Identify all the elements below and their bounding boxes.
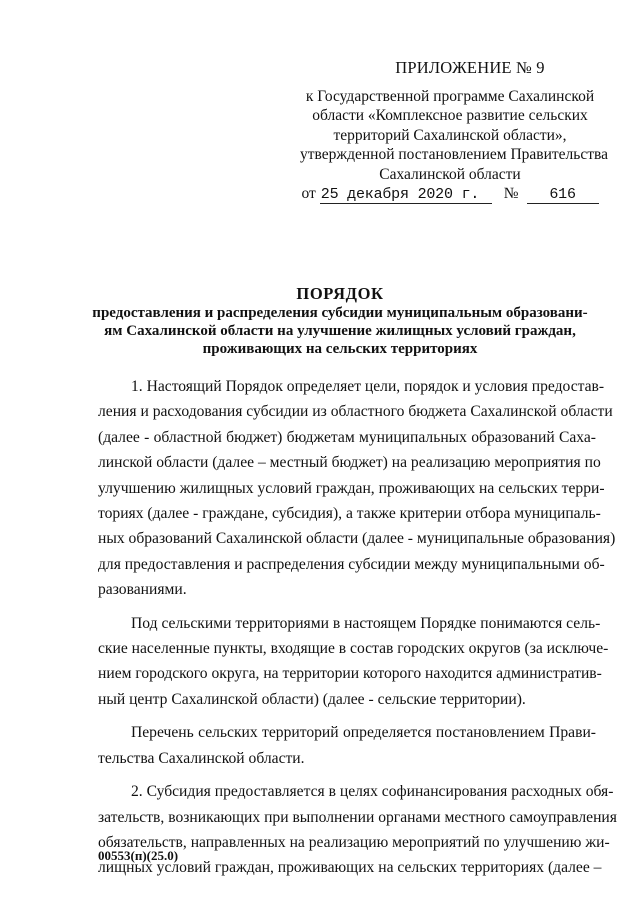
resolution-date-number [300, 184, 600, 204]
document-subtitle-line: ям Сахалинской области на улучшение жилищных условий граждан, [104, 323, 576, 339]
document-heading [70, 284, 610, 358]
paragraph-line: тельства Сахалинской области. [98, 749, 305, 767]
appendix-line: к Государственной программе Сахалинской [305, 87, 595, 105]
number-sign-label: № [503, 185, 519, 202]
document-body [98, 374, 617, 889]
paragraph-line: ных образований Сахалинской области (далее - муниципальные образования) [98, 530, 616, 548]
paragraph-line: ториях (далее - граждане, субсидия), а также критерии отбора муниципаль- [98, 505, 601, 523]
paragraph-line: Под сельскими территориями в настоящем Порядке понимаются сель- [131, 614, 601, 632]
appendix-line: области «Комплексное развитие сельских [312, 107, 588, 124]
resolution-date: 25 декабря 2020 г. [320, 187, 492, 204]
paragraph-line: разованиями. [98, 581, 187, 599]
appendix-block [300, 58, 608, 204]
document-code: 00553(п)(25.0) [98, 848, 179, 863]
paragraph-line: нием городского округа, на территории которого находится административ- [98, 665, 602, 683]
paragraph-line: ления и расходования субсидии из областного бюджета Сахалинской области [98, 403, 613, 421]
document-subtitle-line: предоставления и распределения субсидии муниципальным образовани- [92, 305, 588, 321]
paragraph-line: ный центр Сахалинской области) (далее - сельские территории). [98, 690, 526, 708]
appendix-title: ПРИЛОЖЕНИЕ № 9 [395, 58, 545, 77]
document-title: ПОРЯДОК [296, 284, 384, 303]
paragraph-line: 2. Субсидия предоставляется в целях софинансирования расходных обя- [131, 783, 614, 801]
resolution-number: 616 [527, 187, 599, 204]
paragraph [98, 611, 609, 713]
paragraph-line: линской области (далее – местный бюджет) на реализацию мероприятия по [98, 454, 601, 472]
paragraph-line: Перечень сельских территорий определяется постановлением Прави- [131, 724, 596, 742]
paragraph [98, 720, 596, 771]
paragraph-line: (далее - областной бюджет) бюджетам муниципальных образований Саха- [98, 428, 596, 446]
paragraph-line: обязательств, направленных на реализацию мероприятий по улучшению жи- [98, 833, 610, 851]
paragraph [98, 374, 616, 603]
appendix-line: Сахалинской области [379, 165, 521, 183]
paragraph-line: для предоставления и распределения субсидии между муниципальными об- [98, 555, 605, 573]
appendix-line: утвержденной постановлением Правительства [300, 146, 608, 163]
paragraph-line: лищных условий граждан, проживающих на сельских территориях (далее – [98, 859, 602, 877]
date-prefix-label: от [301, 185, 316, 202]
paragraph [98, 779, 617, 881]
paragraph-line: улучшению жилищных условий граждан, проживающих на сельских терри- [98, 479, 605, 497]
paragraph-line: зательств, возникающих при выполнении органами местного самоуправления [98, 808, 617, 826]
document-subtitle-line: проживающих на сельских территориях [202, 341, 478, 357]
appendix-line: территорий Сахалинской области», [333, 126, 567, 144]
paragraph-line: 1. Настоящий Порядок определяет цели, порядок и условия предостав- [131, 378, 605, 395]
paragraph-line: ские населенные пункты, входящие в состав городских округов (за исключе- [98, 640, 609, 658]
